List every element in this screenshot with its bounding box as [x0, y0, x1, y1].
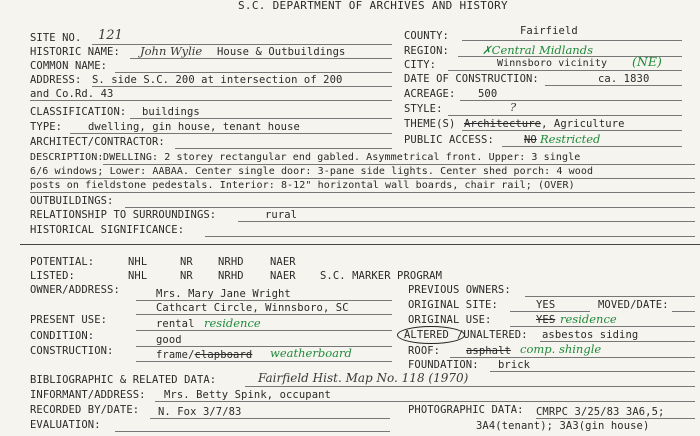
city-label: CITY:	[404, 59, 437, 71]
potential-naer: NAER	[270, 256, 296, 268]
description-rule-3	[30, 192, 695, 193]
altered-value: asbestos siding	[542, 329, 639, 341]
listed-naer: NAER	[270, 270, 296, 282]
foundation-value: brick	[498, 359, 531, 371]
themes-value	[464, 118, 625, 130]
site-no-value: 121	[98, 28, 123, 43]
evaluation-line	[115, 431, 390, 432]
historic-name-label: HISTORIC NAME:	[30, 46, 120, 58]
style-value: ?	[510, 100, 517, 114]
original-use-handwritten: residence	[560, 312, 617, 326]
themes-rest: , Agriculture	[541, 118, 625, 130]
roof-struck: asphalt	[466, 345, 511, 357]
listed-label: LISTED:	[30, 270, 75, 282]
outbuildings-label: OUTBUILDINGS:	[30, 195, 114, 207]
address-line-1: S. side S.C. 200 at intersection of 200	[92, 74, 343, 86]
listed-nr: NR	[180, 270, 193, 282]
moved-date-line	[672, 311, 695, 312]
description-rule-1	[103, 164, 695, 165]
city-handwritten: (NE)	[632, 54, 662, 69]
construction-label: CONSTRUCTION:	[30, 345, 114, 357]
original-site-value: YES	[536, 299, 556, 311]
style-label: STYLE:	[404, 103, 443, 115]
original-use-label: ORIGINAL USE:	[408, 314, 492, 326]
historic-name-handwritten: John Wylie	[140, 44, 203, 58]
photo-data-line-1: CMRPC 3/25/83 3A6,5;	[536, 406, 665, 418]
acreage-value: 500	[478, 88, 498, 100]
date-line	[545, 85, 682, 86]
roof-handwritten: comp. shingle	[520, 342, 602, 356]
photo-data-rule	[536, 418, 695, 419]
potential-label: POTENTIAL:	[30, 256, 95, 268]
condition-label: CONDITION:	[30, 330, 95, 342]
biblio-line	[245, 386, 695, 387]
owner-label: OWNER/ADDRESS:	[30, 284, 120, 296]
acreage-label: ACREAGE:	[404, 88, 456, 100]
region-handwritten: ✗Central Midlands	[482, 43, 593, 57]
description-label: DESCRIPTION:	[30, 152, 104, 163]
description-line-3: posts on fieldstone pedestals. Interior: 8-12" horizontal wall boards, chair rail; (OVER)	[30, 180, 575, 191]
original-use-struck: YES	[536, 314, 556, 326]
county-label: COUNTY:	[404, 30, 449, 42]
evaluation-label: EVALUATION:	[30, 419, 101, 431]
address-label: ADDRESS:	[30, 74, 82, 86]
photo-data-label: PHOTOGRAPHIC DATA:	[408, 404, 524, 416]
previous-owners-label: PREVIOUS OWNERS:	[408, 284, 511, 296]
address-line-2: and Co.Rd. 43	[30, 88, 114, 100]
classification-line	[130, 118, 392, 119]
condition-value: good	[156, 334, 182, 346]
foundation-label: FOUNDATION:	[408, 359, 479, 371]
description-rule-2	[30, 178, 695, 179]
owner-line-1: Mrs. Mary Jane Wright	[156, 288, 291, 300]
date-label: DATE OF CONSTRUCTION:	[404, 73, 539, 85]
type-line	[70, 133, 392, 134]
potential-nrhd: NRHD	[218, 256, 244, 268]
historic-name-line	[130, 58, 392, 59]
significance-label: HISTORICAL SIGNIFICANCE:	[30, 224, 185, 236]
original-use-line	[510, 326, 695, 327]
city-line	[448, 70, 682, 71]
public-access-label: PUBLIC ACCESS:	[404, 134, 494, 146]
construction-value	[156, 349, 252, 361]
owner-rule-1	[136, 300, 392, 301]
altered-label: ALTERED	[404, 329, 449, 341]
previous-owners-line	[525, 296, 695, 297]
date-value: ca. 1830	[598, 73, 650, 85]
acreage-line	[460, 100, 682, 101]
marker-program: S.C. MARKER PROGRAM	[320, 270, 443, 282]
original-site-label: ORIGINAL SITE:	[408, 299, 498, 311]
common-name-line	[115, 72, 392, 73]
style-line	[448, 115, 682, 116]
public-access-handwritten: Restricted	[540, 132, 601, 146]
present-use-line	[136, 330, 392, 331]
region-label: REGION:	[404, 45, 449, 57]
outbuildings-line	[125, 207, 695, 208]
present-use-value: rental	[156, 318, 195, 330]
owner-rule-2	[136, 314, 392, 315]
public-access-struck: NO	[524, 134, 537, 146]
county-value: Fairfield	[520, 25, 578, 37]
site-no-line	[92, 44, 392, 45]
potential-nr: NR	[180, 256, 193, 268]
present-use-label: PRESENT USE:	[30, 314, 108, 326]
address-line-b	[30, 100, 392, 101]
city-value: Winnsboro vicinity	[497, 58, 608, 69]
photo-data-line-2: 3A4(tenant); 3A3(gin house)	[476, 420, 650, 432]
construction-struck: clapboard	[194, 349, 253, 361]
informant-label: INFORMANT/ADDRESS:	[30, 389, 146, 401]
biblio-handwritten: Fairfield Hist. Map No. 118 (1970)	[258, 371, 469, 385]
recorded-value: N. Fox 3/7/83	[158, 406, 242, 418]
construction-line	[136, 361, 392, 362]
site-no-label: SITE NO.	[30, 32, 82, 44]
classification-label: CLASSIFICATION:	[30, 106, 127, 118]
classification-value: buildings	[142, 106, 200, 118]
roof-label: ROOF:	[408, 345, 441, 357]
address-line	[92, 86, 392, 87]
moved-date-label: MOVED/DATE:	[598, 299, 669, 311]
relationship-value: rural	[265, 209, 298, 221]
themes-line	[462, 130, 682, 131]
recorded-line	[150, 418, 390, 419]
roof-line	[450, 357, 695, 358]
present-use-handwritten: residence	[204, 316, 261, 330]
architect-label: ARCHITECT/CONTRACTOR:	[30, 136, 165, 148]
foundation-line	[490, 371, 695, 372]
themes-struck: Architecture	[464, 118, 542, 130]
themes-label: THEME(S)	[404, 118, 456, 130]
listed-nhl: NHL	[128, 270, 148, 282]
condition-line	[136, 346, 392, 347]
public-access-line	[502, 146, 682, 147]
county-line	[462, 40, 682, 41]
relationship-label: RELATIONSHIP TO SURROUNDINGS:	[30, 209, 217, 221]
construction-base: frame/	[156, 349, 195, 361]
type-label: TYPE:	[30, 121, 63, 133]
biblio-label: BIBLIOGRAPHIC & RELATED DATA:	[30, 374, 217, 386]
region-value: Central Midlands	[491, 43, 593, 57]
informant-value: Mrs. Betty Spink, occupant	[164, 389, 331, 401]
description-line-1: DWELLING: 2 storey rectangular end gabled. Asymmetrical front. Upper: 3 single	[103, 152, 581, 163]
construction-handwritten: weatherboard	[270, 346, 352, 360]
significance-line	[205, 236, 695, 237]
potential-nhl: NHL	[128, 256, 148, 268]
historic-name-value: House & Outbuildings	[217, 46, 346, 58]
architect-line	[175, 148, 392, 149]
listed-nrhd: NRHD	[218, 270, 244, 282]
owner-line-2: Cathcart Circle, Winnsboro, SC	[156, 302, 349, 314]
informant-line	[155, 401, 695, 402]
card-header: S.C. DEPARTMENT OF ARCHIVES AND HISTORY	[238, 0, 508, 12]
section-divider	[20, 244, 700, 245]
relationship-line	[238, 221, 695, 222]
description-line-2: 6/6 windows; Lower: AABAA. Center single door: 3-pane side lights. Center shed porch: 4 wood	[30, 166, 594, 177]
unaltered-label: /UNALTERED:	[457, 329, 528, 341]
recorded-label: RECORDED BY/DATE:	[30, 404, 140, 416]
type-value: dwelling, gin house, tenant house	[88, 121, 300, 133]
common-name-label: COMMON NAME:	[30, 60, 108, 72]
